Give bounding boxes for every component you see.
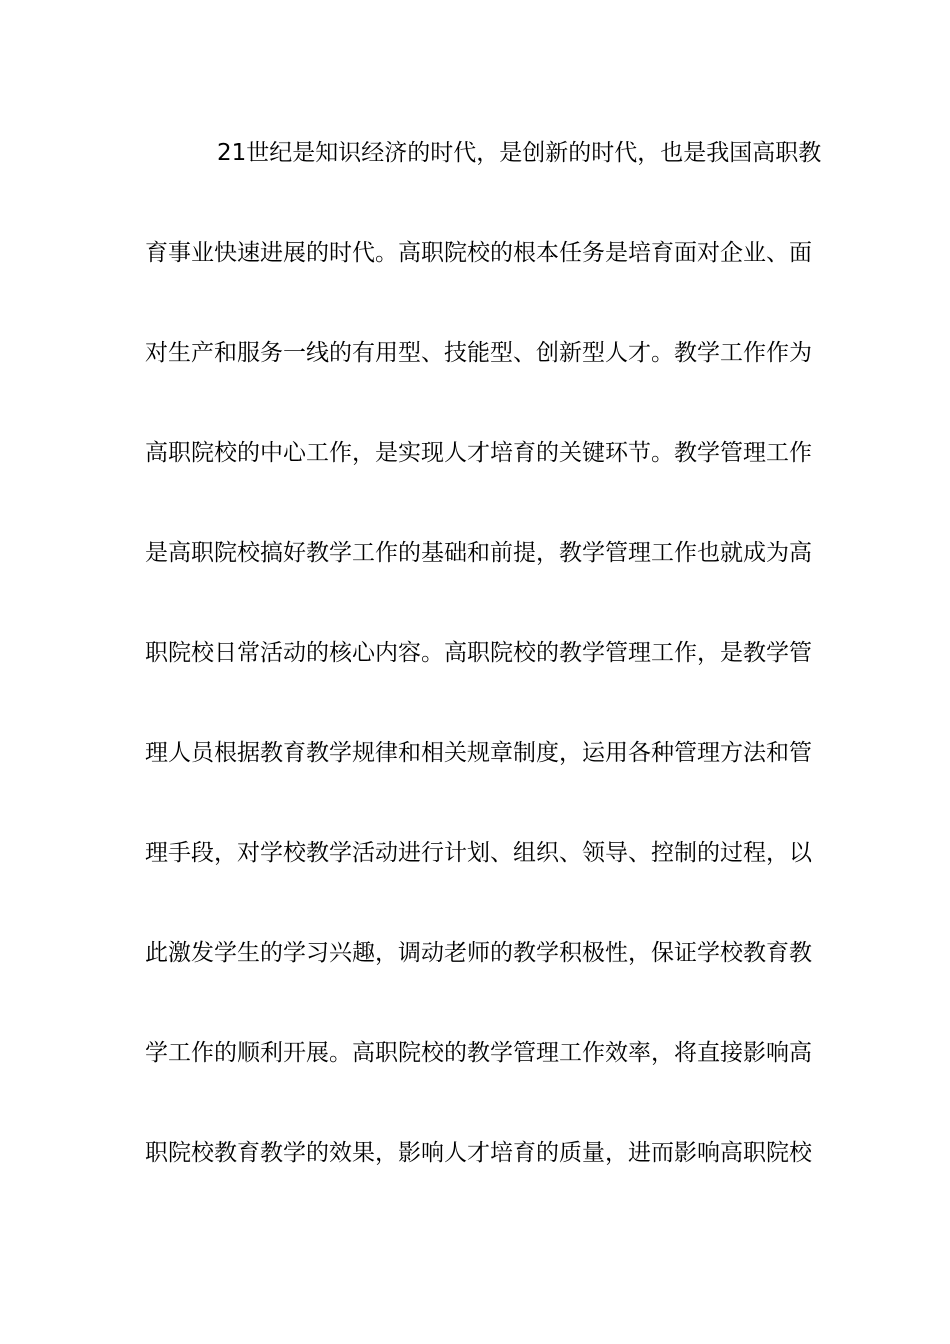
- body-paragraph: [145, 127, 822, 1227]
- text-line: 学工作的顺利开展。高职院校的教学管理工作效率，将直接影响高: [145, 1040, 812, 1066]
- text-line: 是高职院校搞好教学工作的基础和前提，教学管理工作也就成为高: [145, 540, 812, 566]
- text-line: 理手段，对学校教学活动进行计划、组织、领导、控制的过程，以: [145, 840, 812, 866]
- text-line: 高职院校的中心工作，是实现人才培育的关键环节。教学管理工作: [145, 440, 812, 466]
- text-line: 职院校教育教学的效果，影响人才培育的质量，进而影响高职院校: [145, 1140, 812, 1166]
- text-line: 对生产和服务一线的有用型、技能型、创新型人才。教学工作作为: [145, 340, 812, 366]
- text-line: 职院校日常活动的核心内容。高职院校的教学管理工作，是教学管: [145, 640, 812, 666]
- text-line: 21世纪是知识经济的时代，是创新的时代，也是我国高职教: [217, 140, 822, 166]
- text-line: 育事业快速进展的时代。高职院校的根本任务是培育面对企业、面: [145, 240, 812, 266]
- text-line: 此激发学生的学习兴趣，调动老师的教学积极性，保证学校教育教: [145, 940, 812, 966]
- text-line: 理人员根据教育教学规律和相关规章制度，运用各种管理方法和管: [145, 740, 812, 766]
